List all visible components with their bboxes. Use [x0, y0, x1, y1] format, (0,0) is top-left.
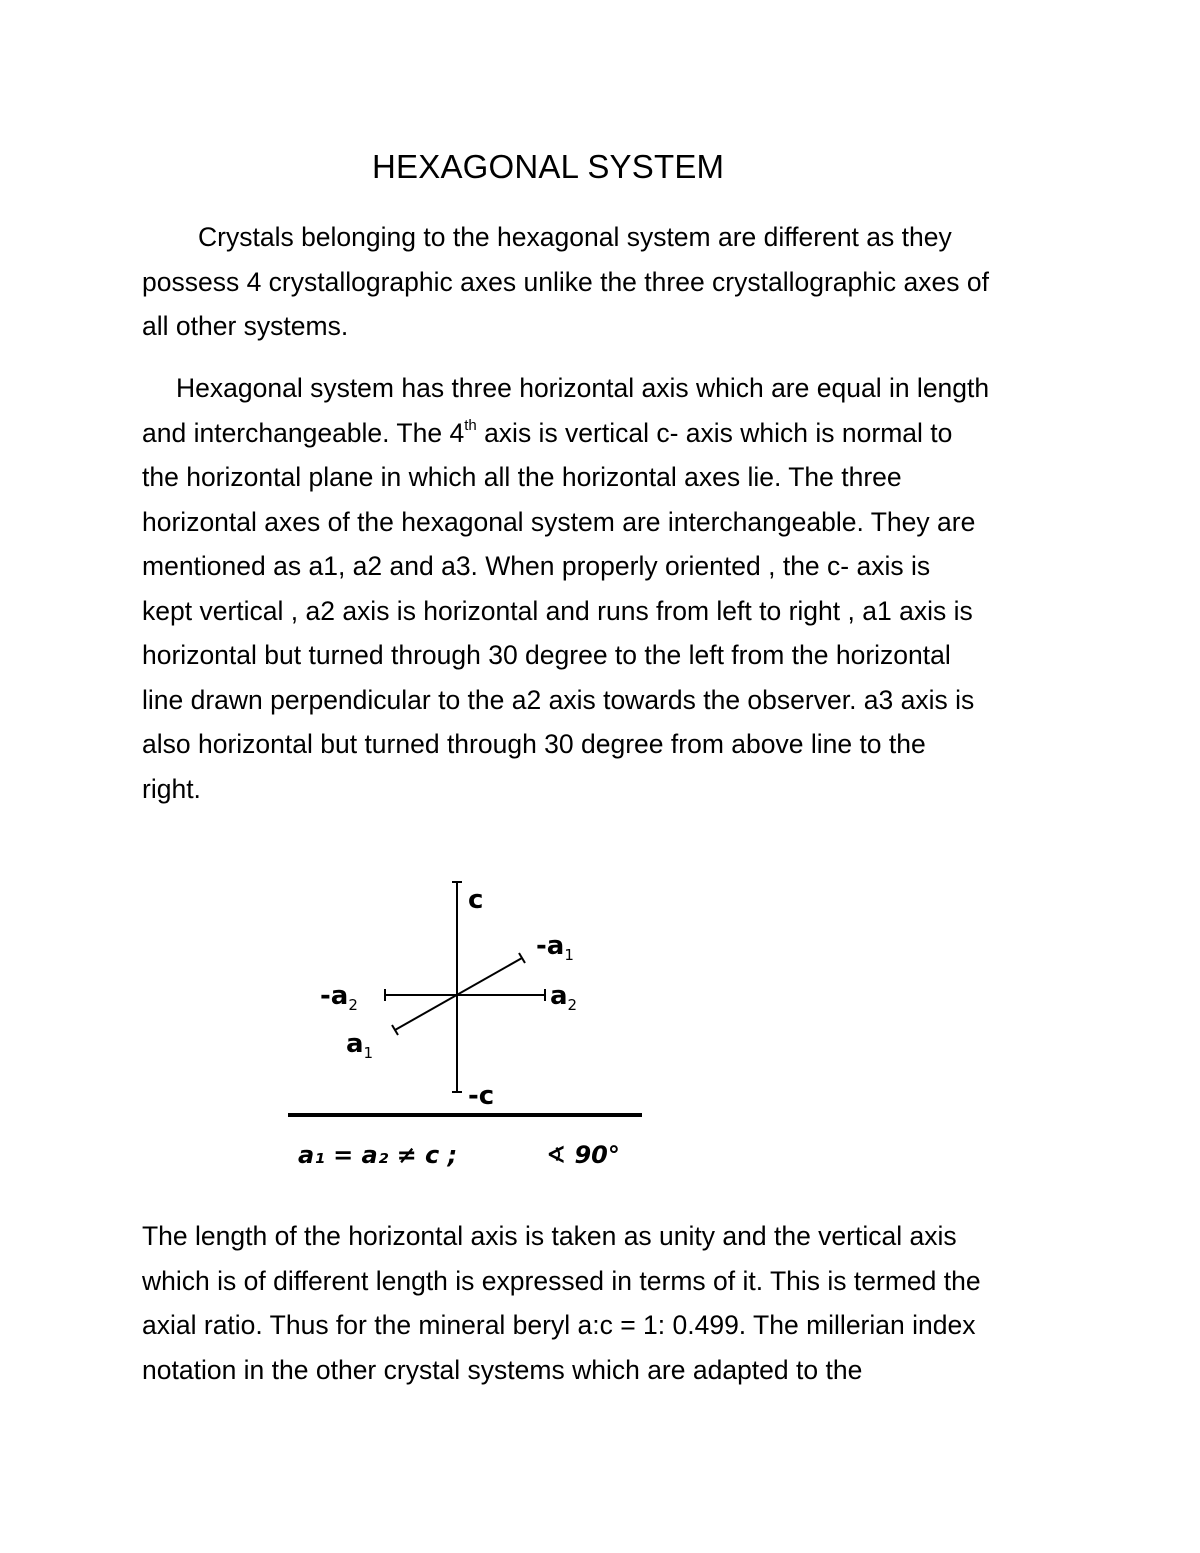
angle-label: ∢ 90° — [546, 1141, 620, 1169]
paragraph-line: Hexagonal system has three horizontal axis which are equal in length — [176, 373, 990, 403]
paragraph-line: the horizontal plane in which all the horizontal axes lie. The three — [142, 462, 902, 492]
a1-axis-back-tick — [519, 953, 525, 963]
paragraph-line: horizontal but turned through 30 degree to the left from the horizontal — [142, 640, 951, 670]
label-neg-c: -c — [468, 1081, 495, 1111]
paragraph-line: axial ratio. Thus for the mineral beryl a:c = 1: 0.499. The millerian index — [142, 1310, 976, 1340]
hexagonal-axes-diagram — [280, 872, 650, 1172]
paragraph-line: which is of different length is expressed in terms of it. This is termed the — [142, 1265, 981, 1296]
a1-axis-front-tick — [392, 1025, 398, 1035]
paragraph-axial-ratio — [142, 1214, 1072, 1392]
paragraph-line: notation in the other crystal systems which are adapted to the — [142, 1354, 863, 1385]
label-a2: $a_2$ — [550, 981, 578, 1014]
label-c: c — [468, 885, 484, 915]
label-neg-a1: $-a_1$ — [536, 931, 574, 964]
paragraph-line: horizontal axes of the hexagonal system are interchangeable. They are — [142, 506, 976, 537]
paragraph-line: all other systems. — [142, 311, 349, 341]
paragraph-intro — [142, 215, 1072, 349]
paragraph-line: The length of the horizontal axis is taken as unity and the vertical axis — [142, 1221, 957, 1251]
label-a1: $a_1$ — [346, 1029, 374, 1062]
paragraph-line: line drawn perpendicular to the a2 axis towards the observer. a3 axis is — [142, 684, 975, 715]
paragraph-line: mentioned as a1, a2 and a3. When properly oriented , the c- axis is — [142, 551, 931, 581]
paragraph-line: also horizontal but turned through 30 degree from above line to the — [142, 729, 926, 759]
superscript-th: th — [464, 416, 477, 434]
paragraph-line: right. — [142, 773, 201, 804]
page-title: HEXAGONAL SYSTEM — [372, 148, 725, 185]
paragraph-line: kept vertical , a2 axis is horizontal and runs from left to right , a1 axis is — [142, 595, 973, 626]
axis-relation-formula: a₁ = a₂ ≠ c ; — [298, 1141, 458, 1169]
paragraph-line: possess 4 crystallographic axes unlike the three crystallographic axes of — [142, 266, 989, 297]
label-neg-a2: $-a_2$ — [320, 981, 358, 1014]
paragraph-line: Crystals belonging to the hexagonal system are different as they — [198, 222, 952, 252]
paragraph-axes — [142, 366, 1072, 811]
paragraph-line: and interchangeable. The 4th axis is vertical c- axis which is normal to — [142, 416, 953, 448]
